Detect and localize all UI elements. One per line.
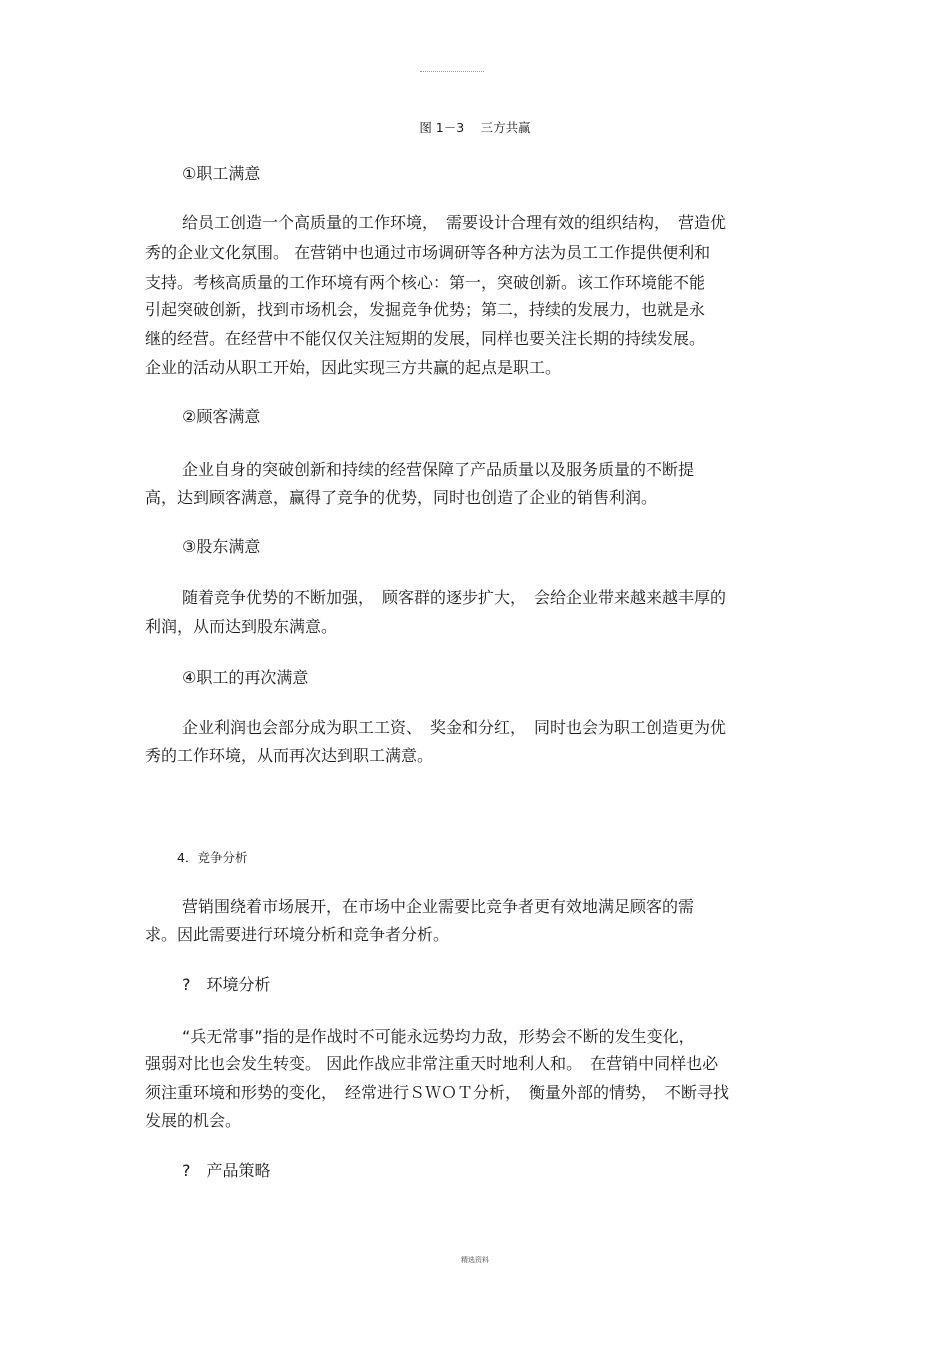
section-heading-customer-satisfaction: ②顾客满意 — [182, 407, 261, 426]
section-heading-staff-satisfaction: ①职工满意 — [182, 164, 261, 183]
paragraph-line: 继的经营。在经营中不能仅仅关注短期的发展，同样也要关注长期的持续发展。 — [145, 329, 706, 348]
section-heading-staff-resatisfaction: ④职工的再次满意 — [182, 668, 309, 687]
paragraph-line: 企业自身的突破创新和持续的经营保障了产品质量以及服务质量的不断提 — [182, 460, 695, 479]
paragraph-line: 高，达到顾客满意，赢得了竞争的优势，同时也创造了企业的销售利润。 — [145, 488, 658, 507]
paragraph-line: 发展的机会。 — [145, 1111, 242, 1130]
paragraph-line: 随着竞争优势的不断加强， 顾客群的逐步扩大， 会给企业带来越来越丰厚的 — [182, 588, 727, 607]
paragraph-line: 企业利润也会部分成为职工工资、 奖金和分红， 同时也会为职工创造更为优 — [182, 718, 727, 737]
section-heading-shareholder-satisfaction: ③股东满意 — [182, 537, 261, 556]
paragraph-line: 引起突破创新，找到市场机会，发掘竞争优势；第二，持续的发展力，也就是永 — [145, 300, 706, 319]
paragraph-line: 强弱对比也会发生转变。 因此作战应非常注重天时地利人和。 在营销中同样也必 — [145, 1054, 719, 1073]
paragraph-line: 求。因此需要进行环境分析和竞争者分析。 — [145, 925, 450, 944]
paragraph-line: 秀的企业文化氛围。 在营销中也通过市场调研等各种方法为员工工作提供便利和 — [145, 243, 711, 262]
paragraph-line: 企业的活动从职工开始，因此实现三方共赢的起点是职工。 — [145, 358, 562, 377]
page-footer: 精选资料 — [461, 1256, 489, 1264]
paragraph-line: 给员工创造一个高质量的工作环境， 需要设计合理有效的组织结构， 营造优 — [182, 213, 727, 232]
paragraph-line: 利润，从而达到股东满意。 — [145, 617, 338, 636]
section-heading-environment-analysis: ? 环境分析 — [182, 975, 271, 994]
paragraph-line: 秀的工作环境，从而再次达到职工满意。 — [145, 746, 434, 765]
paragraph-line: “兵无常事”指的是作战时不可能永远势均力敌，形势会不断的发生变化， — [182, 1027, 695, 1046]
top-rule — [420, 71, 484, 72]
paragraph-line: 营销围绕着市场展开，在市场中企业需要比竞争者更有效地满足顾客的需 — [182, 897, 695, 916]
figure-caption: 图 1－3 三方共赢 — [419, 120, 531, 135]
section-heading-product-strategy: ? 产品策略 — [182, 1161, 271, 1180]
paragraph-line: 支持。考核高质量的工作环境有两个核心：第一，突破创新。该工作环境能不能 — [145, 273, 706, 292]
section-heading-competition-analysis: 4．竞争分析 — [177, 850, 248, 865]
paragraph-line: 须注重环境和形势的变化， 经常进行ＳＷＯＴ分析， 衡量外部的情势， 不断寻找 — [145, 1083, 730, 1102]
